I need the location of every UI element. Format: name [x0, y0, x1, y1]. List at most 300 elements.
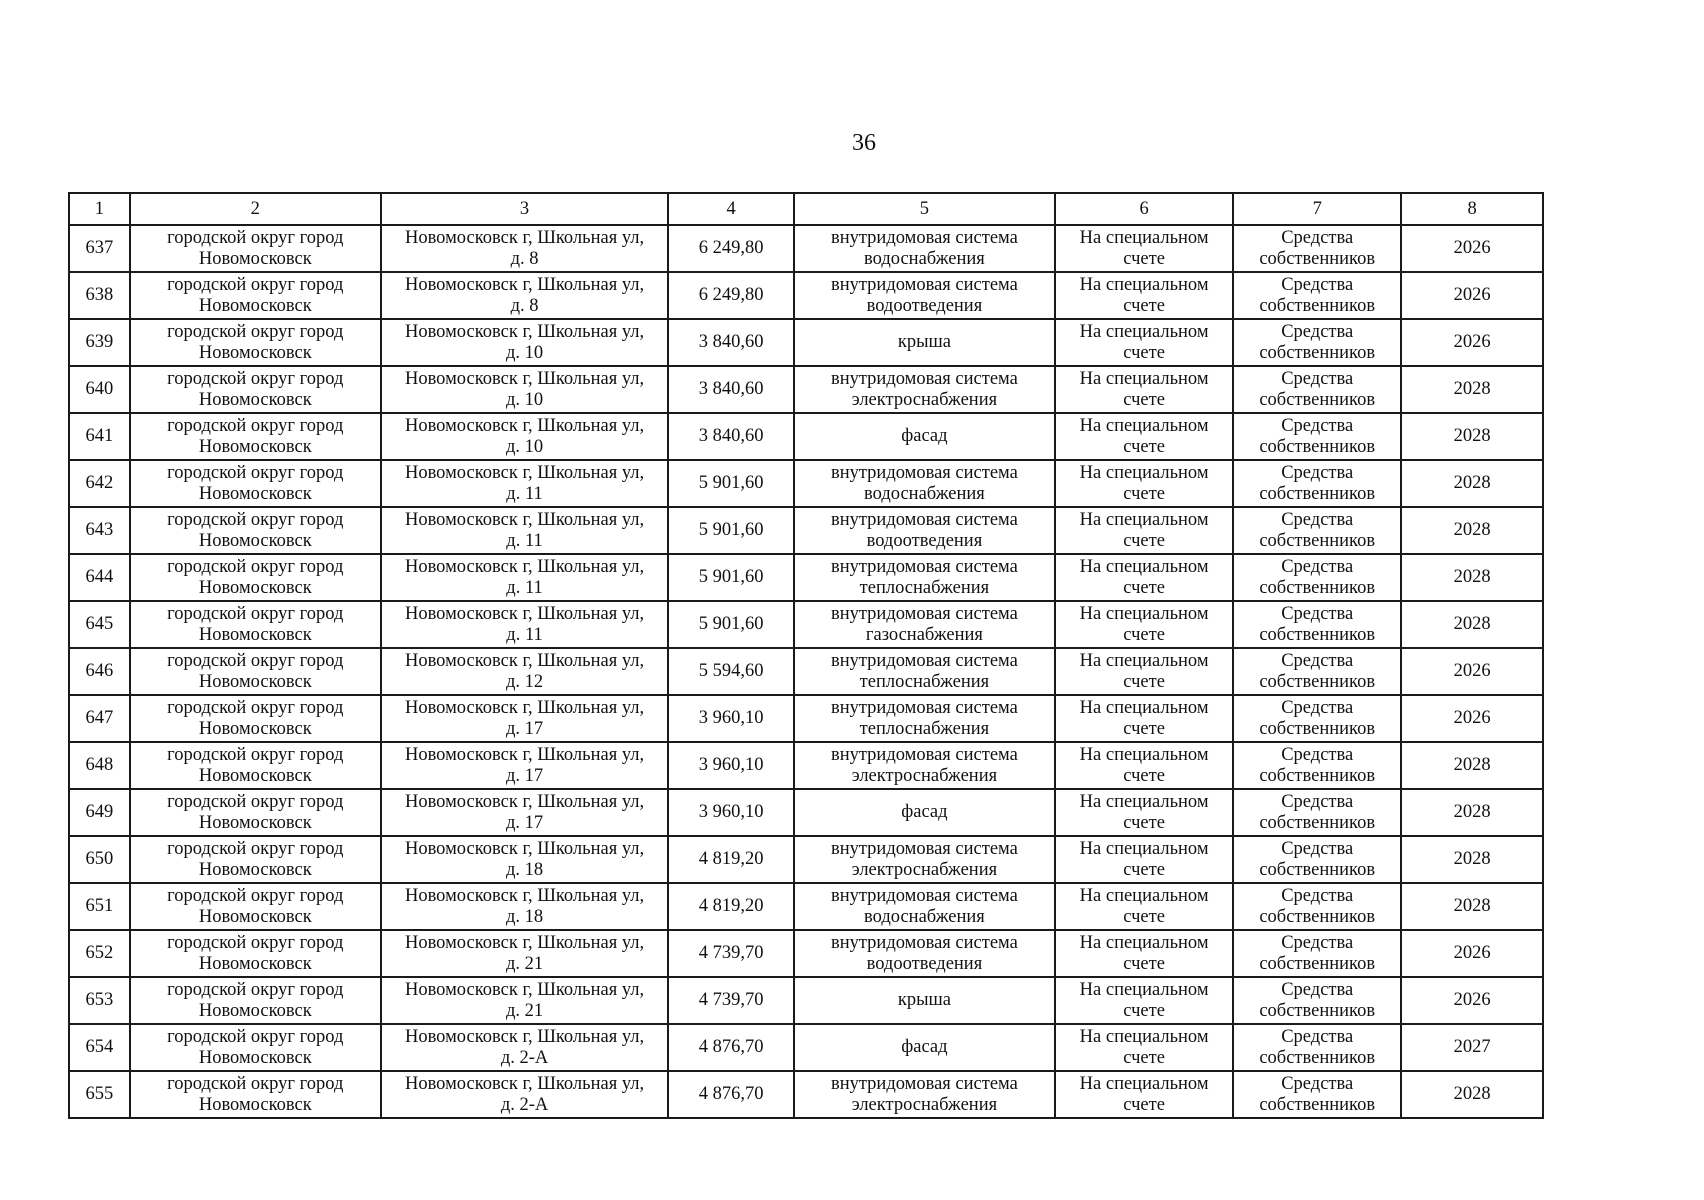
area-cell: 5 594,60 [668, 648, 794, 695]
cell-line: собственников [1259, 248, 1376, 269]
cell-line: Средства [1281, 321, 1354, 342]
cell-line: Новомосковск [198, 624, 312, 645]
municipality-cell [130, 272, 381, 319]
municipality-cell [130, 883, 381, 930]
work-type-cell [794, 366, 1055, 413]
municipality-cell [130, 930, 381, 977]
row-number-cell: 645 [69, 601, 130, 648]
cell-line: д. 21 [505, 953, 544, 974]
cell-line: собственников [1259, 1047, 1376, 1068]
table-row [69, 1071, 1543, 1118]
page-number: 36 [852, 130, 876, 156]
cell-line: собственников [1259, 1094, 1376, 1115]
area-cell: 4 739,70 [668, 930, 794, 977]
cell-line: счете [1123, 1000, 1165, 1021]
cell-line: внутридомовая система [830, 885, 1018, 906]
cell-line: городской округ город [167, 932, 344, 953]
year-cell: 2028 [1401, 601, 1543, 648]
work-type-cell [794, 930, 1055, 977]
cell-line: Новомосковск [198, 295, 312, 316]
funding-source-cell [1233, 648, 1401, 695]
cell-line: городской округ город [167, 744, 344, 765]
year-cell: 2028 [1401, 1071, 1543, 1118]
cell-line: счете [1123, 812, 1165, 833]
area-cell: 4 876,70 [668, 1024, 794, 1071]
cell-line: счете [1123, 530, 1165, 551]
year-cell: 2028 [1401, 883, 1543, 930]
area-cell: 5 901,60 [668, 507, 794, 554]
cell-line: счете [1123, 436, 1165, 457]
cell-line: городской округ город [167, 838, 344, 859]
column-header: 6 [1055, 193, 1233, 225]
funding-source-cell [1233, 930, 1401, 977]
cell-line: Средства [1281, 650, 1354, 671]
cell-line: д. 2-А [500, 1094, 549, 1115]
table-row [69, 1024, 1543, 1071]
cell-line: Средства [1281, 1026, 1354, 1047]
cell-line: городской округ город [167, 509, 344, 530]
cell-line: д. 17 [505, 718, 544, 739]
cell-line: д. 8 [510, 248, 539, 269]
funding-source-cell [1233, 883, 1401, 930]
cell-line: теплоснабжения [859, 671, 990, 692]
cell-line: внутридомовая система [830, 650, 1018, 671]
area-cell: 3 960,10 [668, 742, 794, 789]
cell-line: внутридомовая система [830, 368, 1018, 389]
funding-source-cell [1233, 695, 1401, 742]
fund-account-cell [1055, 742, 1233, 789]
address-cell [381, 507, 669, 554]
cell-line: Новомосковск [198, 671, 312, 692]
year-cell: 2028 [1401, 742, 1543, 789]
cell-line: Средства [1281, 744, 1354, 765]
cell-line: водоснабжения [864, 248, 985, 269]
cell-line: На специальном [1079, 885, 1209, 906]
cell-line: собственников [1259, 483, 1376, 504]
area-cell: 5 901,60 [668, 460, 794, 507]
fund-account-cell [1055, 460, 1233, 507]
year-cell: 2028 [1401, 789, 1543, 836]
table-row [69, 460, 1543, 507]
cell-line: Новомосковск г, Школьная ул, [404, 791, 645, 812]
cell-line: счете [1123, 953, 1165, 974]
cell-line: Новомосковск [198, 436, 312, 457]
cell-line: Новомосковск г, Школьная ул, [404, 603, 645, 624]
row-number-cell: 652 [69, 930, 130, 977]
fund-account-cell [1055, 648, 1233, 695]
cell-line: собственников [1259, 859, 1376, 880]
fund-account-cell [1055, 507, 1233, 554]
cell-line: Средства [1281, 697, 1354, 718]
address-cell [381, 601, 669, 648]
fund-account-cell [1055, 366, 1233, 413]
municipality-cell [130, 601, 381, 648]
work-type-cell [794, 225, 1055, 272]
year-cell: 2026 [1401, 930, 1543, 977]
row-number-cell: 649 [69, 789, 130, 836]
cell-line: д. 17 [505, 765, 544, 786]
cell-line: На специальном [1079, 979, 1209, 1000]
cell-line: Средства [1281, 838, 1354, 859]
column-header: 3 [381, 193, 669, 225]
cell-line: Новомосковск г, Школьная ул, [404, 321, 645, 342]
cell-line: фасад [901, 426, 948, 446]
table-row [69, 554, 1543, 601]
funding-source-cell [1233, 977, 1401, 1024]
cell-line: городской округ город [167, 1073, 344, 1094]
repair-schedule-table [68, 192, 1544, 1119]
cell-line: Новомосковск г, Школьная ул, [404, 697, 645, 718]
work-type-cell [794, 319, 1055, 366]
cell-line: На специальном [1079, 838, 1209, 859]
cell-line: городской округ город [167, 227, 344, 248]
area-cell: 3 960,10 [668, 789, 794, 836]
cell-line: счете [1123, 483, 1165, 504]
cell-line: На специальном [1079, 274, 1209, 295]
work-type-cell [794, 836, 1055, 883]
funding-source-cell [1233, 1071, 1401, 1118]
cell-line: Новомосковск г, Школьная ул, [404, 368, 645, 389]
cell-line: счете [1123, 1094, 1165, 1115]
cell-line: Новомосковск г, Школьная ул, [404, 838, 645, 859]
row-number-cell: 639 [69, 319, 130, 366]
year-cell: 2028 [1401, 366, 1543, 413]
area-cell: 5 901,60 [668, 601, 794, 648]
cell-line: собственников [1259, 389, 1376, 410]
cell-line: На специальном [1079, 650, 1209, 671]
cell-line: собственников [1259, 906, 1376, 927]
cell-line: Новомосковск [198, 577, 312, 598]
cell-line: собственников [1259, 530, 1376, 551]
cell-line: счете [1123, 906, 1165, 927]
area-cell: 6 249,80 [668, 272, 794, 319]
cell-line: счете [1123, 577, 1165, 598]
cell-line: Новомосковск [198, 859, 312, 880]
cell-line: внутридомовая система [830, 1073, 1018, 1094]
cell-line: фасад [901, 1037, 948, 1057]
year-cell: 2026 [1401, 225, 1543, 272]
cell-line: На специальном [1079, 744, 1209, 765]
area-cell: 3 960,10 [668, 695, 794, 742]
table-row [69, 272, 1543, 319]
cell-line: внутридомовая система [830, 697, 1018, 718]
cell-line: д. 2-А [500, 1047, 549, 1068]
cell-line: Новомосковск г, Школьная ул, [404, 1026, 645, 1047]
cell-line: городской округ город [167, 368, 344, 389]
year-cell: 2028 [1401, 554, 1543, 601]
work-type-cell [794, 1024, 1055, 1071]
table-row [69, 225, 1543, 272]
funding-source-cell [1233, 460, 1401, 507]
row-number-cell: 653 [69, 977, 130, 1024]
table-row [69, 883, 1543, 930]
cell-line: д. 11 [506, 483, 543, 504]
address-cell [381, 648, 669, 695]
column-header: 2 [130, 193, 381, 225]
fund-account-cell [1055, 930, 1233, 977]
table-row [69, 648, 1543, 695]
municipality-cell [130, 789, 381, 836]
cell-line: собственников [1259, 812, 1376, 833]
cell-line: На специальном [1079, 321, 1209, 342]
cell-line: городской округ город [167, 885, 344, 906]
municipality-cell [130, 695, 381, 742]
cell-line: Новомосковск г, Школьная ул, [404, 227, 645, 248]
cell-line: Средства [1281, 979, 1354, 1000]
work-type-cell [794, 507, 1055, 554]
cell-line: Средства [1281, 415, 1354, 436]
area-cell: 4 819,20 [668, 836, 794, 883]
municipality-cell [130, 225, 381, 272]
table-row [69, 836, 1543, 883]
cell-line: собственников [1259, 953, 1376, 974]
fund-account-cell [1055, 601, 1233, 648]
address-cell [381, 883, 669, 930]
work-type-cell [794, 789, 1055, 836]
fund-account-cell [1055, 272, 1233, 319]
table-row [69, 507, 1543, 554]
cell-line: счете [1123, 671, 1165, 692]
table-header [69, 193, 1543, 225]
column-header: 8 [1401, 193, 1543, 225]
cell-line: Средства [1281, 227, 1354, 248]
row-number-cell: 646 [69, 648, 130, 695]
cell-line: внутридомовая система [830, 744, 1018, 765]
municipality-cell [130, 977, 381, 1024]
cell-line: собственников [1259, 577, 1376, 598]
address-cell [381, 413, 669, 460]
cell-line: Новомосковск г, Школьная ул, [404, 932, 645, 953]
municipality-cell [130, 507, 381, 554]
cell-line: Новомосковск г, Школьная ул, [404, 462, 645, 483]
address-cell [381, 366, 669, 413]
cell-line: городской округ город [167, 321, 344, 342]
year-cell: 2026 [1401, 977, 1543, 1024]
cell-line: теплоснабжения [859, 718, 990, 739]
cell-line: Новомосковск [198, 483, 312, 504]
row-number-cell: 644 [69, 554, 130, 601]
fund-account-cell [1055, 225, 1233, 272]
cell-line: д. 10 [505, 436, 544, 457]
work-type-cell [794, 272, 1055, 319]
row-number-cell: 638 [69, 272, 130, 319]
area-cell: 3 840,60 [668, 366, 794, 413]
cell-line: собственников [1259, 342, 1376, 363]
cell-line: счете [1123, 1047, 1165, 1068]
table-row [69, 601, 1543, 648]
cell-line: На специальном [1079, 1026, 1209, 1047]
funding-source-cell [1233, 225, 1401, 272]
fund-account-cell [1055, 1071, 1233, 1118]
year-cell: 2028 [1401, 836, 1543, 883]
year-cell: 2028 [1401, 507, 1543, 554]
address-cell [381, 789, 669, 836]
cell-line: внутридомовая система [830, 274, 1018, 295]
cell-line: собственников [1259, 718, 1376, 739]
funding-source-cell [1233, 601, 1401, 648]
municipality-cell [130, 413, 381, 460]
cell-line: водоотведения [866, 953, 983, 974]
funding-source-cell [1233, 789, 1401, 836]
year-cell: 2026 [1401, 648, 1543, 695]
cell-line: внутридомовая система [830, 603, 1018, 624]
work-type-cell [794, 554, 1055, 601]
address-cell [381, 319, 669, 366]
work-type-cell [794, 1071, 1055, 1118]
cell-line: крыша [897, 332, 951, 352]
year-cell: 2026 [1401, 695, 1543, 742]
cell-line: собственников [1259, 295, 1376, 316]
cell-line: д. 11 [506, 530, 543, 551]
cell-line: городской округ город [167, 603, 344, 624]
fund-account-cell [1055, 883, 1233, 930]
header-row [69, 193, 1543, 225]
cell-line: д. 10 [505, 342, 544, 363]
cell-line: внутридомовая система [830, 838, 1018, 859]
cell-line: Новомосковск [198, 1094, 312, 1115]
work-type-cell [794, 413, 1055, 460]
funding-source-cell [1233, 319, 1401, 366]
cell-line: д. 8 [510, 295, 539, 316]
table-row [69, 977, 1543, 1024]
cell-line: Новомосковск [198, 812, 312, 833]
work-type-cell [794, 460, 1055, 507]
municipality-cell [130, 836, 381, 883]
cell-line: Новомосковск г, Школьная ул, [404, 415, 645, 436]
cell-line: д. 11 [506, 624, 543, 645]
cell-line: городской округ город [167, 791, 344, 812]
funding-source-cell [1233, 1024, 1401, 1071]
fund-account-cell [1055, 977, 1233, 1024]
row-number-cell: 637 [69, 225, 130, 272]
work-type-cell [794, 883, 1055, 930]
address-cell [381, 836, 669, 883]
municipality-cell [130, 554, 381, 601]
cell-line: Новомосковск [198, 1047, 312, 1068]
cell-line: внутридомовая система [830, 556, 1018, 577]
cell-line: собственников [1259, 1000, 1376, 1021]
cell-line: На специальном [1079, 415, 1209, 436]
cell-line: На специальном [1079, 1073, 1209, 1094]
cell-line: Средства [1281, 368, 1354, 389]
cell-line: На специальном [1079, 603, 1209, 624]
cell-line: На специальном [1079, 462, 1209, 483]
work-type-cell [794, 695, 1055, 742]
cell-line: д. 10 [505, 389, 544, 410]
row-number-cell: 641 [69, 413, 130, 460]
area-cell: 4 739,70 [668, 977, 794, 1024]
row-number-cell: 655 [69, 1071, 130, 1118]
cell-line: городской округ город [167, 979, 344, 1000]
area-cell: 6 249,80 [668, 225, 794, 272]
address-cell [381, 225, 669, 272]
area-cell: 4 876,70 [668, 1071, 794, 1118]
cell-line: внутридомовая система [830, 462, 1018, 483]
table-row [69, 319, 1543, 366]
cell-line: На специальном [1079, 368, 1209, 389]
cell-line: счете [1123, 718, 1165, 739]
municipality-cell [130, 1024, 381, 1071]
cell-line: собственников [1259, 671, 1376, 692]
work-type-cell [794, 601, 1055, 648]
table-row [69, 366, 1543, 413]
municipality-cell [130, 460, 381, 507]
area-cell: 3 840,60 [668, 413, 794, 460]
cell-line: внутридомовая система [830, 227, 1018, 248]
year-cell: 2027 [1401, 1024, 1543, 1071]
cell-line: городской округ город [167, 697, 344, 718]
cell-line: д. 18 [505, 906, 544, 927]
cell-line: водоотведения [866, 295, 983, 316]
cell-line: внутридомовая система [830, 509, 1018, 530]
cell-line: счете [1123, 624, 1165, 645]
address-cell [381, 554, 669, 601]
address-cell [381, 742, 669, 789]
cell-line: На специальном [1079, 791, 1209, 812]
cell-line: городской округ город [167, 556, 344, 577]
cell-line: д. 12 [505, 671, 544, 692]
cell-line: Новомосковск г, Школьная ул, [404, 979, 645, 1000]
cell-line: собственников [1259, 436, 1376, 457]
fund-account-cell [1055, 836, 1233, 883]
cell-line: собственников [1259, 765, 1376, 786]
address-cell [381, 1024, 669, 1071]
cell-line: Новомосковск г, Школьная ул, [404, 650, 645, 671]
cell-line: Новомосковск г, Школьная ул, [404, 1073, 645, 1094]
row-number-cell: 650 [69, 836, 130, 883]
address-cell [381, 695, 669, 742]
table-row [69, 413, 1543, 460]
table-row [69, 695, 1543, 742]
cell-line: Новомосковск [198, 530, 312, 551]
fund-account-cell [1055, 554, 1233, 601]
work-type-cell [794, 742, 1055, 789]
cell-line: Новомосковск [198, 906, 312, 927]
cell-line: счете [1123, 389, 1165, 410]
row-number-cell: 648 [69, 742, 130, 789]
cell-line: городской округ город [167, 650, 344, 671]
cell-line: Новомосковск г, Школьная ул, [404, 744, 645, 765]
cell-line: Новомосковск [198, 342, 312, 363]
table-row [69, 789, 1543, 836]
cell-line: Новомосковск [198, 718, 312, 739]
column-header: 4 [668, 193, 794, 225]
cell-line: электроснабжения [851, 1094, 998, 1115]
year-cell: 2026 [1401, 272, 1543, 319]
cell-line: городской округ город [167, 1026, 344, 1047]
cell-line: На специальном [1079, 227, 1209, 248]
fund-account-cell [1055, 413, 1233, 460]
cell-line: Средства [1281, 603, 1354, 624]
year-cell: 2028 [1401, 460, 1543, 507]
cell-line: Средства [1281, 791, 1354, 812]
municipality-cell [130, 319, 381, 366]
year-cell: 2026 [1401, 319, 1543, 366]
cell-line: водоснабжения [864, 906, 985, 927]
address-cell [381, 460, 669, 507]
work-type-cell [794, 977, 1055, 1024]
funding-source-cell [1233, 413, 1401, 460]
cell-line: д. 21 [505, 1000, 544, 1021]
municipality-cell [130, 1071, 381, 1118]
cell-line: Новомосковск г, Школьная ул, [404, 274, 645, 295]
cell-line: городской округ город [167, 274, 344, 295]
cell-line: Средства [1281, 462, 1354, 483]
area-cell: 4 819,20 [668, 883, 794, 930]
row-number-cell: 651 [69, 883, 130, 930]
cell-line: д. 11 [506, 577, 543, 598]
area-cell: 5 901,60 [668, 554, 794, 601]
